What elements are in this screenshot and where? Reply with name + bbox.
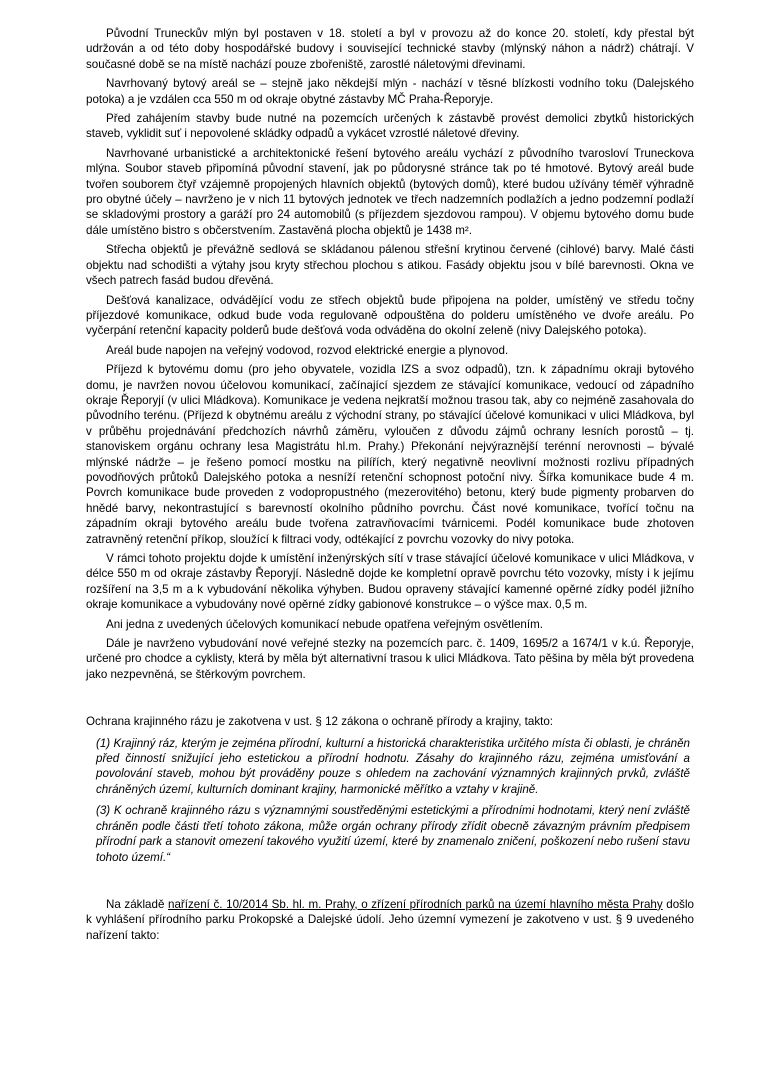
paragraph-regulation <box>86 897 694 943</box>
paragraph-lighting: Ani jedna z uvedených účelových komunikací nebude opatřena veřejným osvětlením. <box>106 617 543 631</box>
paragraph-location: Navrhovaný bytový areál se – stejně jako někdejší mlýn - nachází v těsné blízkosti vodního toku (Dalejského potoka) a je vzdálen cca 550 m od okraje obytné zástavby MČ Praha-Řeporyje. <box>86 77 694 106</box>
paragraph-architecture: Navrhované urbanistické a architektonické řešení bytového areálu vychází z původního tvarosloví Truneckova mlýna. Soubor staveb připomíná původní stavení, jak po půdorysné stránce tak po té hmotové. Bytový areál bude tvořen souborem čtyř vzájemně propojených hlavních objektů (bytových domů), které budou užívány téměř výhradně pro obytné účely – navrženo je v nich 11 bytových jednotek ve třech nadzemních podlažích a jedno podzemní podlaží se skladovými prostory a garáží pro 24 automobilů (s příjezdem sjezdovou rampou). V objemu bytového domu bude dále umístěno bistro s občerstvením. Zastavěná plocha objektů je 1438 m². <box>86 146 694 237</box>
paragraph-roof: Střecha objektů je převážně sedlová se skládanou pálenou střešní krytinou červené (cihlové) barvy. Malé části objektu nad schodišti a výtahy jsou kryty střechou plochou s atikou. Fasády objektu jsou v bílé barevnosti. Okna ve všech patrech fasád budou dřevěná. <box>86 243 694 288</box>
law-quote-1: (1) Krajinný ráz, kterým je zejména přírodní, kulturní a historická charakteristika určitého místa či oblasti, je chráněn před činností snižující jeho estetickou a přírodní hodnotu. Zásahy do krajinného rázu, zejména umisťování a povolování staveb, mohou být prováděny pouze s ohledem na zachování významných krajinných prvků, zvláště chráněných území, kulturních dominant krajiny, harmonické měřítko a vztahy v krajině. <box>96 736 690 796</box>
paragraph-utilities: Areál bude napojen na veřejný vodovod, rozvod elektrické energie a plynovod. <box>106 343 509 357</box>
law-quote-3: (3) K ochraně krajinného rázu s významnými soustředěnými estetickými a přírodními hodnotami, který není zvláště chráněn podle části třetí tohoto zákona, může orgán ochrany přírody zřídit obecně závazným právním předpisem přírodní park a stanovit omezení takového využití území, které by znamenalo zničení, poškození nebo rušení stavu tohoto území.“ <box>96 804 690 864</box>
paragraph-path: Dále je navrženo vybudování nové veřejné stezky na pozemcích parc. č. 1409, 1695/2 a 1674/1 v k.ú. Řeporyje, určené pro chodce a cyklisty, která by měla být alternativní trasou k ulici Mládkova. Tato pěšina by měla být provedena jako nezpevněná, se štěrkovým povrchem. <box>86 637 694 681</box>
paragraph-access-road: Příjezd k bytovému domu (pro jeho obyvatele, vozidla IZS a svoz odpadů), tzn. k západnímu okraji bytového domu, je navržen novou účelovou komunikací, začínající sjezdem ze stávající komunikace, vedoucí od západního okraje Řeporyjí (v ulici Mládkova). Komunikace je vedena nejkratší možnou trasou tak, aby co nejméně zasahovala do původního terénu. (Příjezd k obytnému areálu z východní strany, po stávající účelové komunikaci v ulici Mládkova, byl v průběhu projednávání předchozích návrhů záměru, vyloučen z důvodu zájmů ochrany lesních porostů – tj. stanoviskem orgánu ochrany lesa Magistrátu hl.m. Prahy.) Překonání nejvýraznější terénní nerovnosti – bývalé mlýnské nádrže – je řešeno pomocí mostku na pilířích, který negativně neovlivní možnosti rozlivu případných povodňových průtoků Dalejského potoka a nesníží retenční schopnost potoční nivy. Šířka komunikace bude 4 m. Povrch komunikace bude proveden z vodopropustného (mezerovitého) betonu, který bude pigmenty probarven do hnědé barvy, nekontrastující s barevností okolního půdního povrchu. Část nové komunikace, tvořící točnu na západním okraji bytového areálu bude tvořena zatravňovacími tvárnicemi. Podél komunikace bude zhotoven zatravněný retenční příkop, sloužící k filtraci vody, odtékající z povrchu vozovky do nivy potoka. <box>86 363 694 546</box>
regulation-link[interactable]: nařízení č. 10/2014 Sb. hl. m. Prahy, o zřízení přírodních parků na území hlavního města Prahy <box>168 897 663 911</box>
regulation-lead: Na základě <box>106 897 168 911</box>
law-intro: Ochrana krajinného rázu je zakotvena v ust. § 12 zákona o ochraně přírody a krajiny, takto: <box>86 715 554 729</box>
regulation-rest: došlo k vyhlášení přírodního parku Prokopské a Dalejské údolí. Jeho územní vymezení je zakotveno v ust. § 9 uvedeného nařízení takto: <box>86 897 694 942</box>
document-page <box>86 26 694 947</box>
paragraph-engineering-networks: V rámci tohoto projektu dojde k umístění inženýrských sítí v trase stávající účelové komunikace v ulici Mládkova, v délce 550 m od okraje zástavby Řeporyjí. Následně dojde ke kompletní opravě povrchu této vozovky, místy i k jejímu rozšíření na 3,5 m a k vybudování několika výhyben. Budou opraveny stávající kamenné opěrné zídky podél jižního okraje komunikace a vybudovány nové opěrné zídky gabionové konstrukce – o výšce max. 0,5 m. <box>86 552 694 612</box>
paragraph-mill-history: Původní Truneckův mlýn byl postaven v 18. století a byl v provozu až do konce 20. století, kdy přestal být udržován a od této doby hospodářské budovy i související technické stavby (mlýnský náhon a nádrž) chátrají. V současné době se na místě nachází pouze zbořeniště, zarostlé náletovými dřevinami. <box>86 27 694 71</box>
paragraph-drainage: Dešťová kanalizace, odvádějící vodu ze střech objektů bude připojena na polder, umístěný ve středu točny příjezdové komunikace, odkud bude voda regulovaně odpouštěna do polderu umístěného ve dvoře areálu. Po vyčerpání retenční kapacity polderů bude dešťová voda odváděna do okolní zeleně (nivy Dalejského potoka). <box>86 293 694 338</box>
paragraph-demolition: Před zahájením stavby bude nutné na pozemcích určených k zástavbě provést demolici zbytků historických staveb, vyklidit suť i nepovolené skládky odpadů a vykácet vzrostlé náletové dřeviny. <box>86 112 694 141</box>
